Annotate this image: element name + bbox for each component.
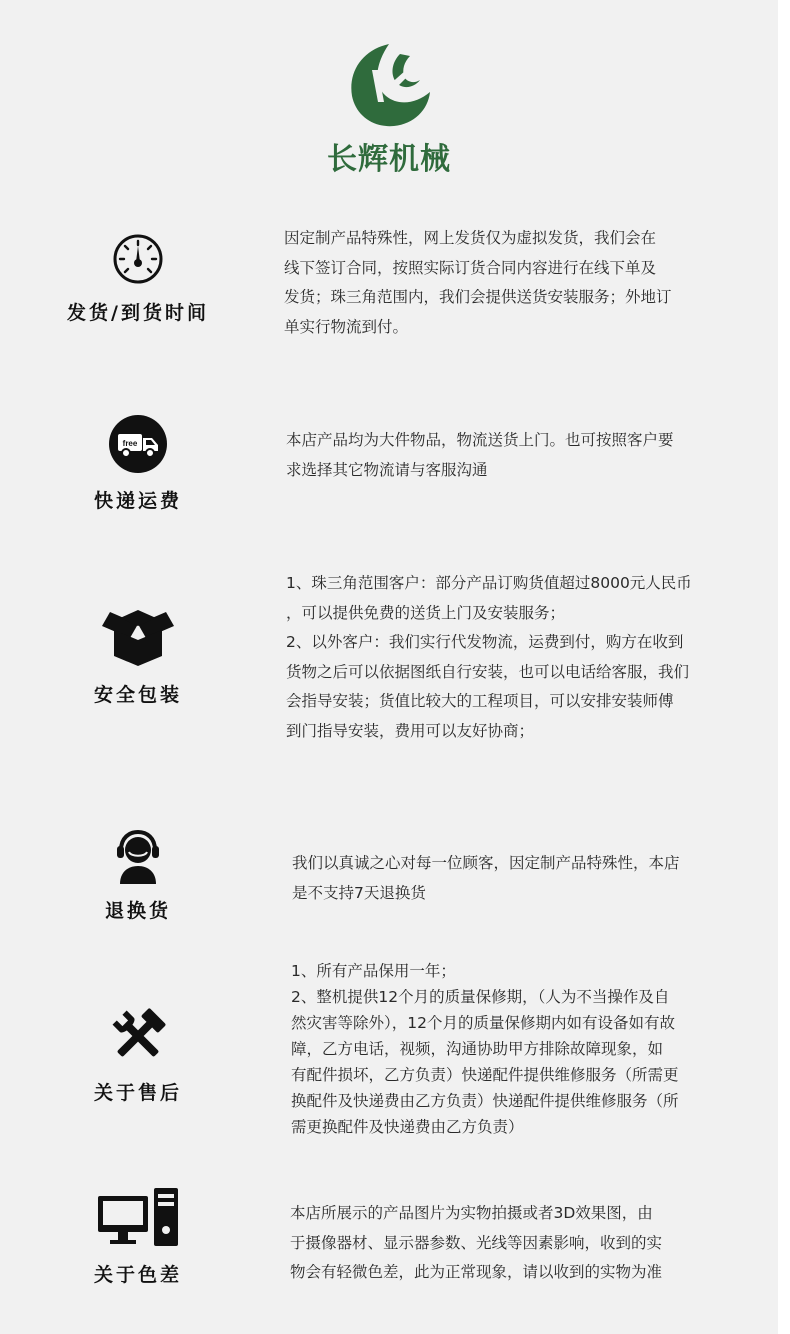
text-line: 换配件及快递费由乙方负责）快递配件提供维修服务（所 xyxy=(291,1092,679,1110)
text-line: 物会有轻微色差，此为正常现象，请以收到的实物为准 xyxy=(290,1263,663,1281)
brand-logo xyxy=(0,40,778,178)
section-label: 关于售后 xyxy=(93,1082,182,1104)
text-line: 于摄像器材、显示器参数、光线等因素影响，收到的实 xyxy=(290,1233,663,1252)
section-label: 安全包装 xyxy=(93,684,182,706)
text-line: 到门指导安装，费用可以友好协商； xyxy=(286,721,535,740)
section-text xyxy=(292,849,680,908)
text-line: 2、整机提供12个月的质量保修期，（人为不当操作及自 xyxy=(291,988,670,1006)
section-text xyxy=(291,958,679,1140)
text-line: 障，乙方电话，视频，沟通协助甲方排除故障现象，如 xyxy=(291,1040,664,1058)
section-text xyxy=(286,426,674,485)
brand-name: 长辉机械 xyxy=(327,142,451,177)
section-label: 退换货 xyxy=(104,900,171,922)
section-label: 关于色差 xyxy=(93,1264,182,1286)
text-line: 单实行物流到付。 xyxy=(284,317,409,336)
text-line: 1、所有产品保用一年； xyxy=(291,962,456,980)
text-line: 是不支持7天退换货 xyxy=(292,883,426,902)
text-line: 发货；珠三角范围内，我们会提供送货安装服务；外地订 xyxy=(284,288,672,306)
section-text xyxy=(290,1199,662,1288)
text-line: 需更换配件及快递费由乙方负责） xyxy=(291,1118,524,1136)
gauge-icon xyxy=(111,232,165,286)
text-line: 我们以真诚之心对每一位顾客，因定制产品特殊性，本店 xyxy=(292,854,680,872)
headset-agent-icon xyxy=(110,828,166,884)
text-line: 2、以外客户：我们实行代发物流，运费到付，购方在收到 xyxy=(286,633,684,651)
text-line: 1、珠三角范围客户：部分产品订购货值超过8000元人民币 xyxy=(286,574,692,592)
computer-icon xyxy=(96,1186,180,1248)
text-line: 有配件损坏，乙方负责）快递配件提供维修服务（所需更 xyxy=(291,1066,679,1084)
box-icon xyxy=(100,606,176,668)
text-line: 货物之后可以依据图纸自行安装，也可以电话给客服，我们 xyxy=(286,662,690,681)
tools-icon xyxy=(106,1006,170,1066)
text-line: 因定制产品特殊性，网上发货仅为虚拟发货，我们会在 xyxy=(284,229,657,247)
brand-leaf-icon xyxy=(344,40,434,130)
text-line: 本店所展示的产品图片为实物拍摄或者3D效果图，由 xyxy=(290,1204,653,1222)
section-label: 快递运费 xyxy=(93,490,182,512)
text-line: ，可以提供免费的送货上门及安装服务； xyxy=(286,603,566,622)
section-text xyxy=(284,224,672,342)
text-line: 会指导安装；货值比较大的工程项目，可以安排安装师傅 xyxy=(286,692,674,710)
text-line: 求选择其它物流请与客服沟通 xyxy=(286,460,488,479)
section-label: 发货/到货时间 xyxy=(67,302,209,324)
text-line: 本店产品均为大件物品，物流送货上门。也可按照客户要 xyxy=(286,431,674,449)
section-text xyxy=(286,569,692,746)
free-text: free xyxy=(122,439,138,448)
text-line: 然灾害等除外），12个月的质量保修期内如有设备如有故 xyxy=(291,1014,675,1032)
free-truck-icon xyxy=(108,414,168,474)
text-line: 线下签订合同，按照实际订货合同内容进行在线下单及 xyxy=(284,258,657,277)
